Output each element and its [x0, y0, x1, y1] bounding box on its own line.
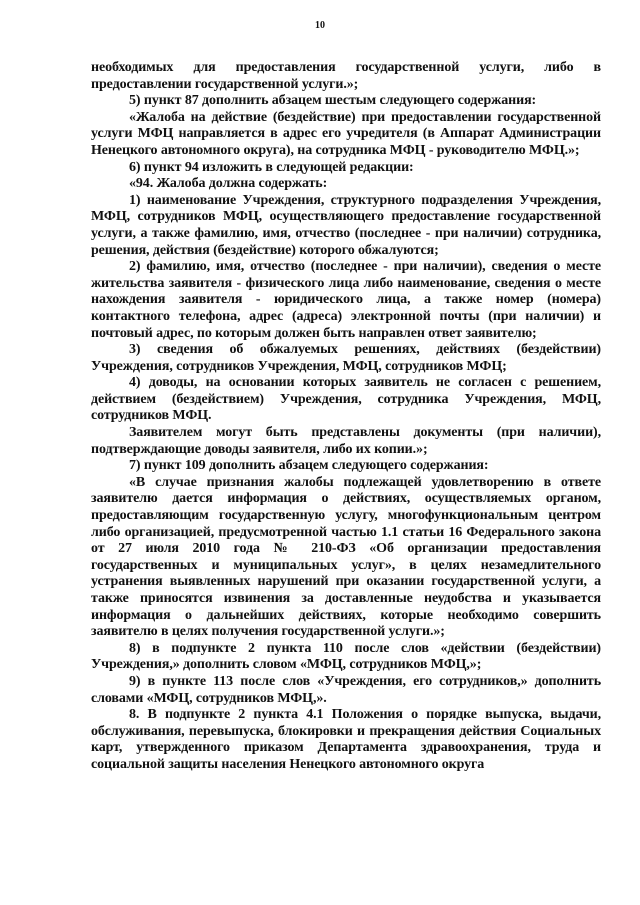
paragraph-item-6: 6) пункт 94 изложить в следующей редакции:: [129, 159, 414, 175]
document-body: [91, 60, 601, 774]
paragraph-item-8: 8) в подпункте 2 пункта 110 после слов «действии (бездействии) Учреждения,» дополнить словом «МФЦ, сотрудников МФЦ,»;: [91, 640, 601, 673]
paragraph-subitem-4: 4) доводы, на основании которых заявитель не согласен с решением, действием (бездействием) Учреждения, сотрудника Учреждения, МФЦ, сотрудников МФЦ.: [91, 375, 601, 424]
paragraph-subitem-1: 1) наименование Учреждения, структурного подразделения Учреждения, МФЦ, сотрудников МФЦ, осуществляющего предоставление государственной услуги, а также фамилию, имя, отчество (последнее - при наличии) сотрудника, решения, действия (бездействие) которого обжалуются;: [91, 192, 601, 258]
page-number: 10: [315, 20, 325, 31]
paragraph-item-7: 7) пункт 109 дополнить абзацем следующего содержания:: [129, 458, 489, 474]
paragraph-item-9: 9) в пункте 113 после слов «Учреждения, его сотрудников,» дополнить словами «МФЦ, сотрудников МФЦ,».: [91, 673, 601, 706]
paragraph-quote-complaint: «Жалоба на действие (бездействие) при предоставлении государственной услуги МФЦ направляется в адрес его учредителя (в Аппарат Администрации Ненецкого автономного округа), на сотрудника МФЦ - руководителю МФЦ.»;: [91, 109, 601, 158]
paragraph-documents: Заявителем могут быть представлены документы (при наличии), подтверждающие доводы заявителя, либо их копии.»;: [91, 425, 601, 457]
paragraph-continuation: необходимых для предоставления государственной услуги, либо в предоставлении государственной услуги.»;: [91, 60, 601, 92]
paragraph-subitem-3: 3) сведения об обжалуемых решениях, действиях (бездействии) Учреждения, сотрудников Учреждения, МФЦ, сотрудников МФЦ;: [91, 342, 601, 374]
paragraph-subitem-2: 2) фамилию, имя, отчество (последнее - при наличии), сведения о месте жительства заявителя - физического лица либо наименование, сведения о месте нахождения заявителя - юридического лица, а также номер (номера) контактного телефона, адрес (адреса) электронной почты (при наличии) и почтовый адрес, по которым должен быть направлен ответ заявителю;: [91, 259, 601, 341]
paragraph-point-94: «94. Жалоба должна содержать:: [129, 176, 328, 192]
paragraph-section-8: 8. В подпункте 2 пункта 4.1 Положения о порядке выпуска, выдачи, обслуживания, перевыпуска, блокировки и прекращения действия Социальных карт, утвержденного приказом Департамента здравоохранения, труда и социальной защиты населения Ненецкого автономного округа: [91, 707, 601, 772]
paragraph-quote-satisfaction: «В случае признания жалобы подлежащей удовлетворению в ответе заявителю дается информация о действиях, осуществляемых органом, предоставляющим государственную услугу, многофункциональным центром либо организацией, предусмотренной частью 1.1 статьи 16 Федерального закона от 27 июля 2010 года № 210-ФЗ «Об организации предоставления государственных и муниципальных услуг», в целях незамедлительного устранения выявленных нарушений при оказании государственной услуги, а также приносятся извинения за доставленные неудобства и указывается информация о дальнейших действиях, которые необходимо совершить заявителю в целях получения государственной услуги.»;: [91, 474, 601, 640]
paragraph-item-5: 5) пункт 87 дополнить абзацем шестым следующего содержания:: [129, 93, 537, 109]
